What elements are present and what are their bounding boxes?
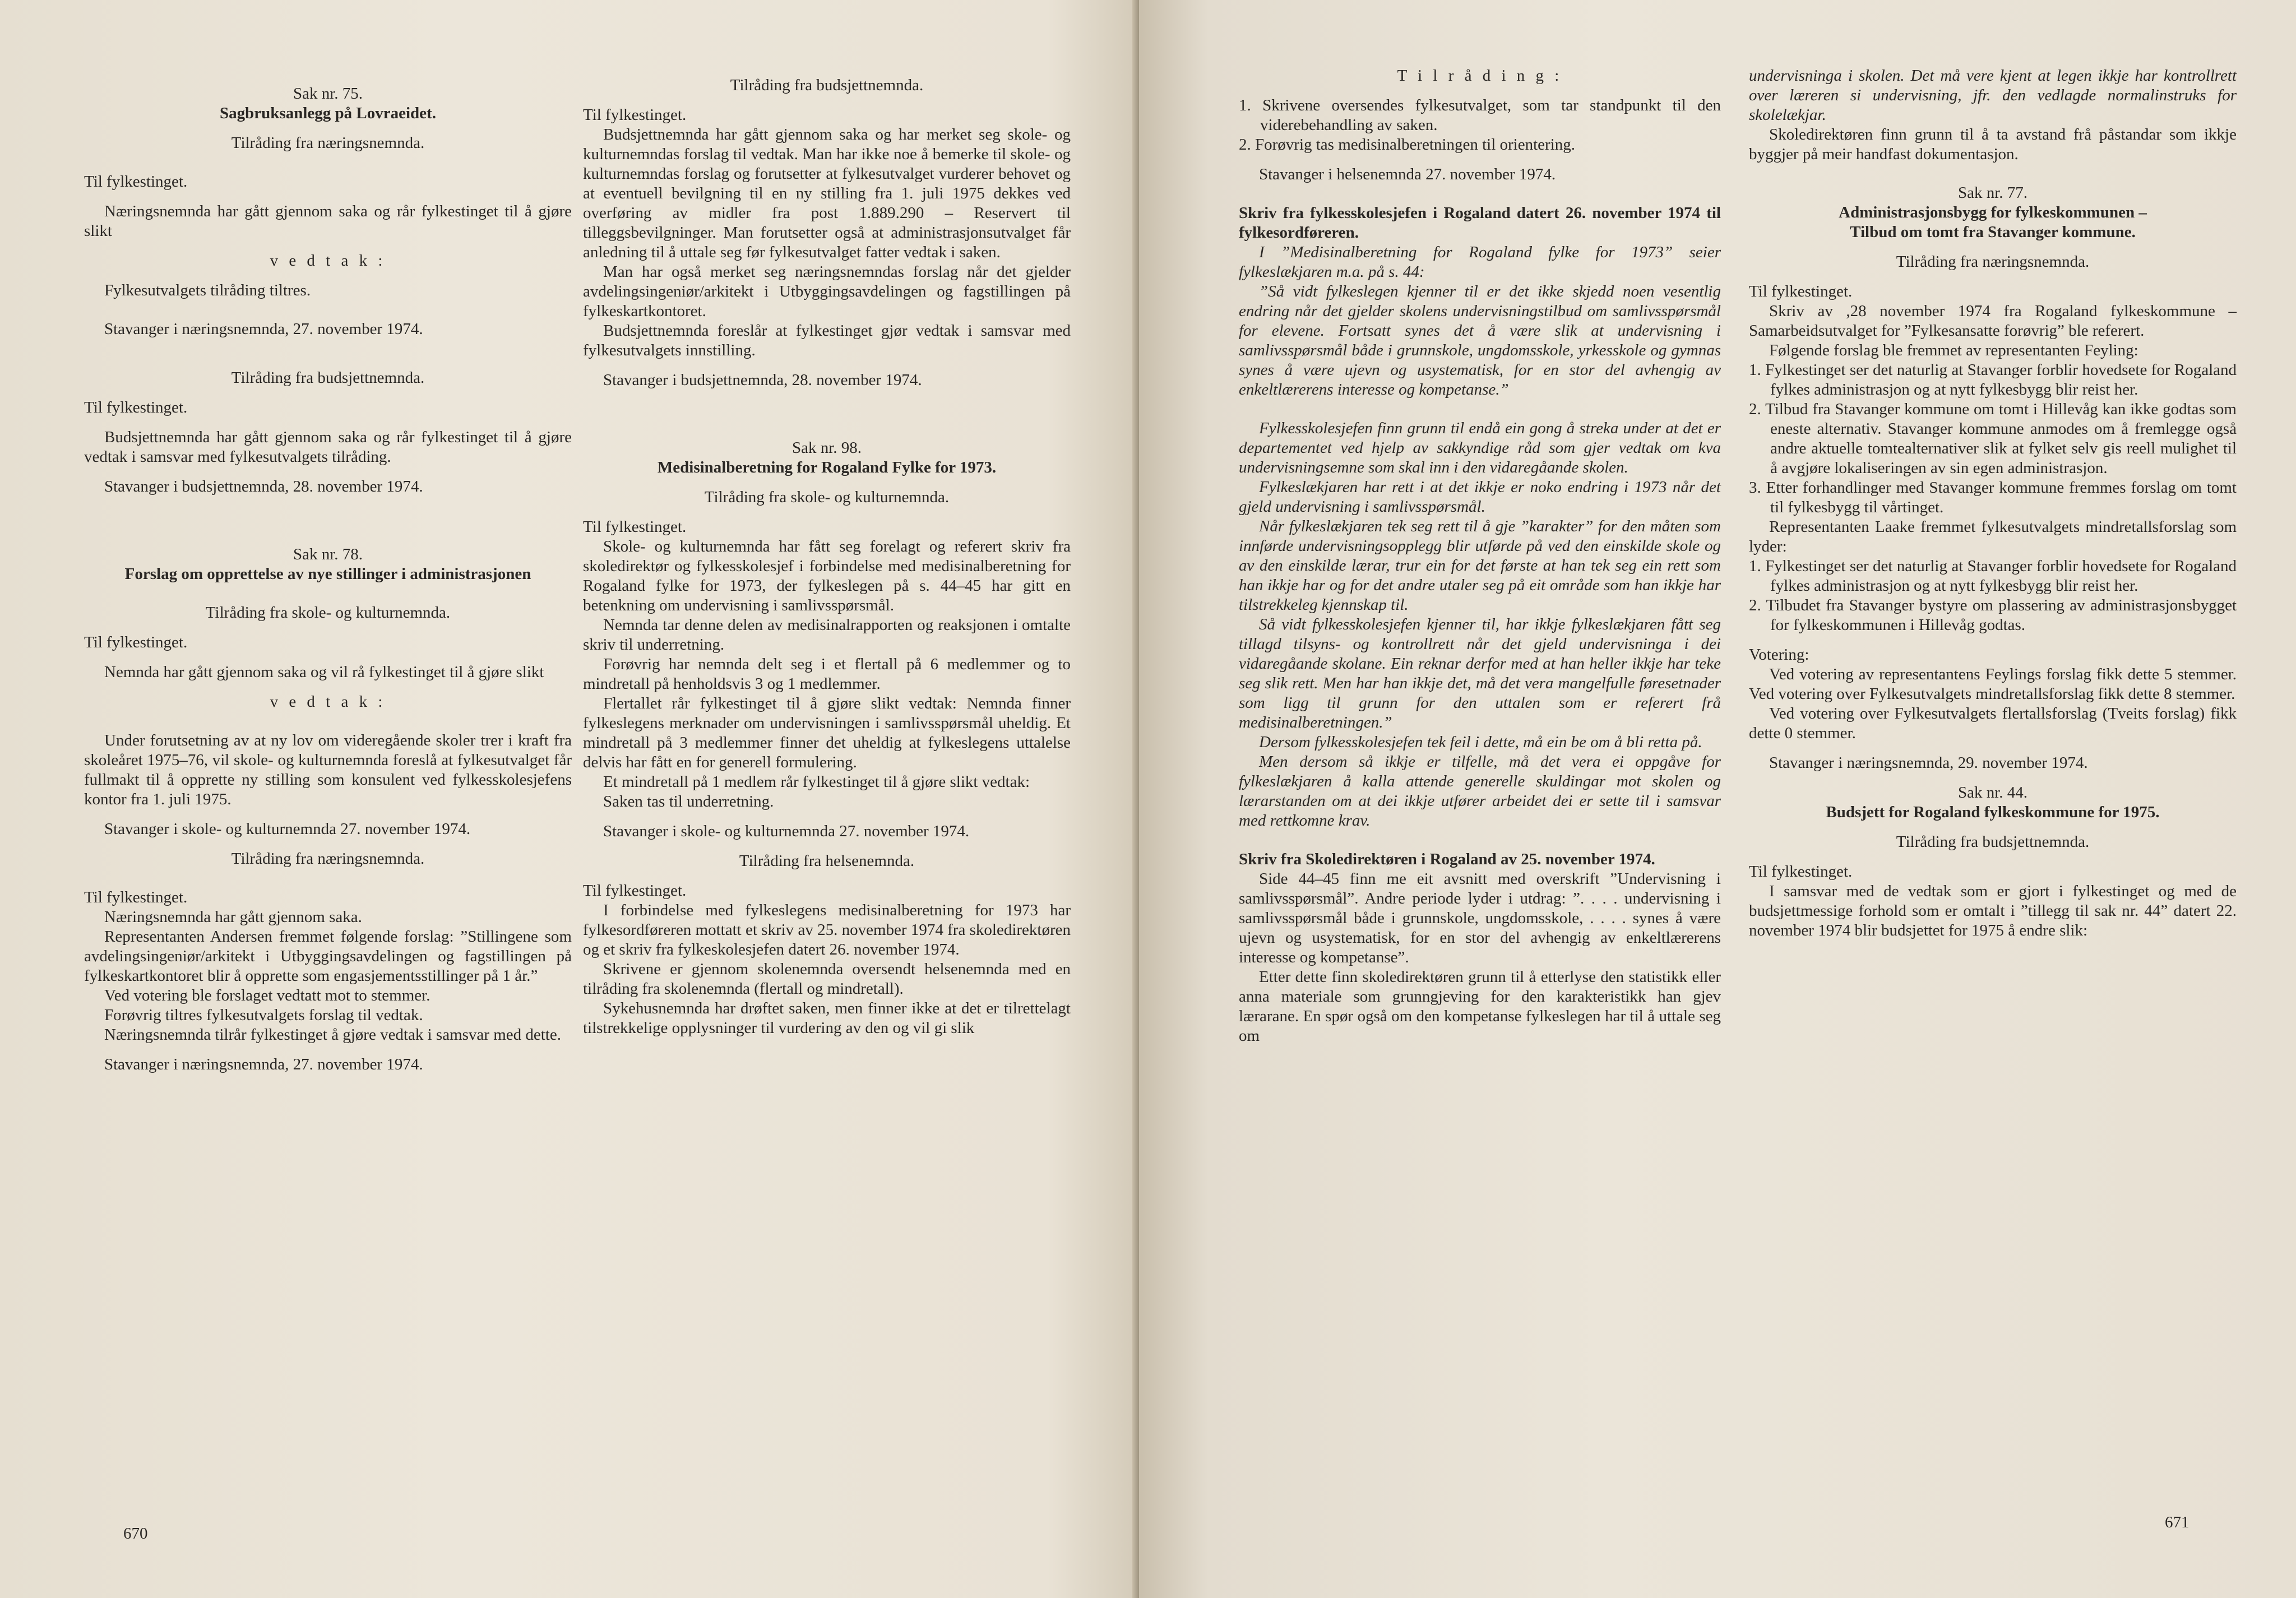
- list-item: 2. Tilbud fra Stavanger kommune om tomt i Hillevåg kan ikke godtas som eneste alternativ. Stavanger kommune anmodes om å fremlegge også andre aktuelle tomtealternativer slik at fylket selv gis reell mulighet til å avgjøre lokaliseringen av sin egen administrasjon.: [1749, 400, 2237, 477]
- recommendation-heading: Tilråding fra næringsnemnda.: [1896, 253, 2090, 271]
- addressee: Til fylkestinget.: [583, 882, 687, 900]
- case-number: Sak nr. 77.: [1957, 184, 2028, 202]
- case-title: Sagbruksanlegg på Lovraeidet.: [220, 104, 436, 122]
- paragraph: Saken tas til underretning.: [603, 793, 774, 810]
- recommendation-heading: Tilråding fra næringsnemnda.: [231, 850, 425, 868]
- signature-line: Stavanger i helsenemnda 27. november 1974.: [1259, 165, 1556, 183]
- left-column-2: [583, 76, 1071, 1038]
- paragraph: Representanten Andersen fremmet følgende forslag: ”Stillingene som avdelingsingeniør/arkitekt i Utbyggingsavdelingen og fagstillingen på fylkeskartkontoret blir å opprette som engasjementsstillinger på 1 år.”: [84, 928, 572, 985]
- paragraph: Forøvrig har nemnda delt seg i et flertall på 6 medlemmer og to mindretall på henholdsvis 3 og 1 medlemmer.: [583, 655, 1071, 693]
- addressee: Til fylkestinget.: [583, 106, 687, 124]
- paragraph: Forøvrig tiltres fylkesutvalgets forslag til vedtak.: [104, 1006, 423, 1024]
- recommendation-heading: Tilråding fra skole- og kulturnemnda.: [205, 604, 451, 622]
- right-column-3: [1239, 66, 1721, 1046]
- case-title: Budsjett for Rogaland fylkeskommune for 1975.: [1826, 803, 2160, 821]
- addressee: Til fylkestinget.: [1749, 863, 1853, 881]
- paragraph: I ”Medisinalberetning for Rogaland fylke for 1973” seier fylkeslækjaren m.a. på s. 44:: [1239, 243, 1721, 281]
- recommendation-heading: Tilråding fra budsjettnemnda.: [1896, 833, 2090, 851]
- letter-heading: Skriv fra fylkesskolesjefen i Rogaland datert 26. november 1974 til fylkesordføreren.: [1239, 204, 1721, 242]
- addressee: Til fylkestinget.: [1749, 282, 1853, 300]
- paragraph: Nemnda har gått gjennom saka og vil rå fylkestinget til å gjøre slikt: [104, 663, 544, 681]
- addressee: Til fylkestinget.: [84, 399, 188, 416]
- signature-line: Stavanger i næringsnemnda, 27. november 1974.: [104, 320, 423, 338]
- paragraph: Ved votering ble forslaget vedtatt mot to stemmer.: [104, 986, 430, 1004]
- case-title: Forslag om opprettelse av nye stillinger i administrasjonen: [124, 565, 531, 583]
- paragraph: Næringsnemnda tilrår fylkestinget å gjøre vedtak i samsvar med dette.: [104, 1026, 561, 1044]
- paragraph: Følgende forslag ble fremmet av representanten Feyling:: [1769, 341, 2138, 359]
- paragraph: I forbindelse med fylkeslegens medisinalberetning for 1973 har fylkesordføreren mottatt et skriv av 25. november 1974 fra skoledirektøren og et skriv fra fylkeskolesjefen datert 26. november 1974.: [583, 901, 1071, 958]
- list-item: 1. Fylkestinget ser det naturlig at Stavanger forblir hovedsete for Rogaland fylkes administrasjon og at nytt fylkesbygg blir reist her.: [1749, 361, 2237, 399]
- paragraph: Skole- og kulturnemnda har fått seg forelagt og referert skriv fra skoledirektør og fylkesskolesjef i forbindelse med medisinalberetning for Rogaland fylke for 1973, der fylkeslegen på s. 44–45 har gitt en betenkning om undervisning i samlivsspørsmål.: [583, 538, 1071, 614]
- paragraph: Ved votering over Fylkesutvalgets flertallsforslag (Tveits forslag) fikk dette 0 stemmer.: [1749, 705, 2237, 742]
- paragraph: Skrivene er gjennom skolenemnda oversendt helsenemnda med en tilråding fra skolenemnda (flertall og mindretall).: [583, 960, 1071, 998]
- paragraph: Dersom fylkesskolesjefen tek feil i dette, må ein be om å bli retta på.: [1259, 733, 1702, 751]
- signature-line: Stavanger i budsjettnemnda, 28. november 1974.: [603, 371, 922, 389]
- list-item: 1. Fylkestinget ser det naturlig at Stavanger forblir hovedsete for Rogaland fylkes administrasjon og at nytt fylkesbygg blir reist her.: [1749, 557, 2237, 595]
- case-number: Sak nr. 98.: [791, 439, 862, 457]
- paragraph: Så vidt fylkesskolesjefen kjenner til, har ikkje fylkeslækjaren fått seg tillagd tilsyns- og kontrollrett når det gjeld undervisninga i dei vidaregåande skolane. Ein reknar derfor med at han heller ikkje har teke seg slik rett. Men har han ikkje det, må det vera mangelfulle føresetnader som ligg til grunn for den uttalen som er referert frå medisinalberetningen.”: [1239, 615, 1721, 731]
- signature-line: Stavanger i næringsnemnda, 29. november 1974.: [1769, 754, 2088, 772]
- paragraph: Fylkeslækjaren har rett i at det ikkje er noko endring i 1973 når det gjeld undervisning i samlivsspørsmål.: [1239, 478, 1721, 516]
- paragraph: Næringsnemnda har gått gjennom saka.: [104, 908, 362, 926]
- paragraph: Sykehusnemnda har drøftet saken, men finner ikke at det er tilrettelagt tilstrekkelige opplysninger til vurdering av den og vil gi slik: [583, 999, 1071, 1037]
- signature-line: Stavanger i skole- og kulturnemnda 27. november 1974.: [104, 820, 471, 838]
- case-number: Sak nr. 75.: [293, 85, 363, 103]
- resolution-heading: v e d t a k :: [270, 693, 386, 711]
- paragraph: Fylkesskolesjefen finn grunn til endå ein gong å streka under at det er departementet ved hjelp av sakkyndige råd som gjer vedtak om kva undervisningsemne som skal inn i den vidaregåande skolen.: [1239, 419, 1721, 476]
- paragraph: Fylkesutvalgets tilråding tiltres.: [104, 281, 311, 299]
- quote: ”Så vidt fylkeslegen kjenner til er det ikke skjedd noen vesentlig endring når det gjelder skolens undervisningstilbud om samlivsspørsmål for elevene. Fortsatt synes det å være slik at undervisning i samlivsspørsmål både i grunnskole, ungdomsskole, yrkesskole og gymnas synes å være ujevn og usystematisk, for en stor del avhengig av enkeltlærerens interesse og kompetanse.”: [1239, 282, 1721, 399]
- list-item: 2. Forøvrig tas medisinalberetningen til orientering.: [1239, 136, 1576, 154]
- paragraph: I samsvar med de vedtak som er gjort i fylkestinget og med de budsjettmessige forhold som er omtalt i ”tillegg til sak nr. 44” datert 22. november 1974 blir budsjettet for 1975 å endre slik:: [1749, 882, 2237, 939]
- addressee: Til fylkestinget.: [583, 518, 687, 536]
- paragraph: Når fylkeslækjaren tek seg rett til å gje ”karakter” for den måten som innførde undervisningsopplegg blir utførde på ved den einskilde skole og av den einskilde lærar, trur ein for det første at han tek seg ein rett som han ikkje har og for det andre utaler seg på eit område som han ikkje har tilstrekkeleg kjennskap til.: [1239, 517, 1721, 614]
- paragraph: [1749, 66, 2237, 125]
- signature-line: Stavanger i skole- og kulturnemnda 27. november 1974.: [603, 822, 970, 840]
- right-page: [1139, 0, 2296, 1598]
- paragraph: Budsjettnemnda har gått gjennom saka og har merket seg skole- og kulturnemndas forslag til vedtak. Man har ikke noe å bemerke til skole- og kulturnemndas forslag og forutsetter at fylkesutvalget vurderer behovet og at eventuell bevilgning til en ny stilling fra 1. juli 1975 dekkes ved overføring av midler fra post 1.889.290 – Reservert til tilleggsbevilgninger. Man forutsetter også at administrasjonsutvalget får anledning til å uttale seg før fylkesutvalget fatter vedtak i saken.: [583, 126, 1071, 261]
- paragraph: Nemnda tar denne delen av medisinalrapporten og reaksjonen i omtalte skriv til underretning.: [583, 616, 1071, 654]
- left-column-1: [84, 84, 572, 1074]
- recommendation-heading: Tilråding fra budsjettnemnda.: [730, 76, 924, 94]
- recommendation-heading: T i l r å d i n g :: [1397, 67, 1563, 85]
- recommendation-heading: Tilråding fra næringsnemnda.: [231, 134, 425, 152]
- page-number: 671: [2165, 1513, 2189, 1531]
- paragraph: Næringsnemnda har gått gjennom saka og rår fylkestinget til å gjøre slikt: [84, 202, 572, 240]
- resolution-heading: v e d t a k :: [270, 252, 386, 270]
- case-title: Medisinalberetning for Rogaland Fylke for 1973.: [657, 458, 997, 476]
- page-number: 670: [123, 1525, 148, 1543]
- right-column-4: [1749, 66, 2237, 941]
- list-item: 2. Tilbudet fra Stavanger bystyre om plassering av administrasjonsbygget for fylkeskommunen i Hillevåg godtas.: [1749, 596, 2237, 634]
- list-item: 3. Etter forhandlinger med Stavanger kommune fremmes forslag om tomt til fylkesbygg til vårtinget.: [1749, 479, 2237, 516]
- addressee: Til fylkestinget.: [84, 633, 188, 651]
- addressee: Til fylkestinget.: [84, 888, 188, 906]
- paragraph: Side 44–45 finn me eit avsnitt med overskrift ”Undervisning i samlivsspørsmål”. Andre periode lyder i utdrag: ”. . . . undervisning i samlivsspørsmål både i grunnskole, ungdomsskole, . . . . synes å være ujevn og usystematisk, for en stor del avhengig av enkeltlærerens interesse og kompetanse”.: [1239, 870, 1721, 966]
- recommendation-heading: Tilråding fra skole- og kulturnemnda.: [704, 488, 950, 506]
- signature-line: Stavanger i budsjettnemnda, 28. november 1974.: [104, 478, 423, 495]
- paragraph: Ved votering av representantens Feylings forslag fikk dette 5 stemmer. Ved votering over Fylkesutvalgets mindretallsforslag fikk dette 8 stemmer.: [1749, 665, 2237, 703]
- case-number: Sak nr. 44.: [1957, 784, 2028, 802]
- paragraph: Et mindretall på 1 medlem rår fylkestinget til å gjøre slikt vedtak:: [603, 773, 1030, 791]
- paragraph: Man har også merket seg næringsnemndas forslag når det gjelder avdelingsingeniør/arkitekt i Utbyggingsavdelingen og fagstillingen på fylkeskartkontoret.: [583, 263, 1071, 320]
- paragraph: Budsjettnemnda har gått gjennom saka og rår fylkestinget til å gjøre vedtak i samsvar med fylkesutvalgets tilråding.: [84, 428, 572, 466]
- paragraph: Flertallet rår fylkestinget til å gjøre slikt vedtak: Nemnda finner fylkeslegens merknader om undervisningen i samlivsspørsmål uheldig. Et mindretall på 3 medlemmer finner det uheldig at fylkeslegens uttalelse delvis har fått en for generell formulering.: [583, 694, 1071, 771]
- paragraph-continued: undervisninga i skolen. Det må vere kjent at legen ikkje har kontrollrett over læreren si undervisning, jfr. den vedlagde normalinstruks for skolelækjar.: [1749, 67, 2237, 124]
- paragraph: Representanten Laake fremmet fylkesutvalgets mindretallsforslag som lyder:: [1749, 518, 2237, 555]
- case-number: Sak nr. 78.: [293, 545, 363, 563]
- case-title: Administrasjonsbygg for fylkeskommunen –: [1839, 203, 2147, 221]
- recommendation-heading: Tilråding fra budsjettnemnda.: [231, 369, 425, 387]
- paragraph: Men dersom så ikkje er tilfelle, må det vera ei oppgåve for fylkeslækjaren å kalla attende generelle skuldingar mot skolen og lærarstanden om at dei ikkje utfører arbeidet dei er sette til i samsvar med rettkomne krav.: [1239, 753, 1721, 830]
- paragraph: Etter dette finn skoledirektøren grunn til å etterlyse den statistikk eller anna materiale som grunngjeving for den karakteristikk han gjev lærarane. En spør også om den kompetanse fylkeslegen har til å uttale seg om: [1239, 968, 1721, 1045]
- recommendation-heading: Tilråding fra helsenemnda.: [739, 852, 915, 870]
- paragraph: Under forutsetning av at ny lov om videregående skoler trer i kraft fra skoleåret 1975–76, vil skole- og kulturnemnda foreslå at fylkesutvalget får fullmakt til å opprette ny stilling som konsulent ved fylkesskolesjefens kontor fra 1. juli 1975.: [84, 731, 572, 808]
- paragraph: Skoledirektøren finn grunn til å ta avstand frå påstandar som ikkje byggjer på meir handfast dokumentasjon.: [1749, 126, 2237, 163]
- case-title: Tilbud om tomt fra Stavanger kommune.: [1850, 223, 2136, 241]
- voting-heading: Votering:: [1749, 646, 1809, 664]
- letter-heading: Skriv fra Skoledirektøren i Rogaland av 25. november 1974.: [1239, 850, 1655, 868]
- left-page: [0, 0, 1139, 1598]
- addressee: Til fylkestinget.: [84, 173, 188, 191]
- signature-line: Stavanger i næringsnemnda, 27. november 1974.: [104, 1055, 423, 1073]
- list-item: 1. Skrivene oversendes fylkesutvalget, som tar standpunkt til den viderebehandling av saken.: [1239, 96, 1721, 134]
- paragraph: Skriv av ,28 november 1974 fra Rogaland fylkeskommune – Samarbeidsutvalget for ”Fylkesansatte forøvrig” ble referert.: [1749, 302, 2237, 340]
- paragraph: Budsjettnemnda foreslår at fylkestinget gjør vedtak i samsvar med fylkesutvalgets innstilling.: [583, 322, 1071, 359]
